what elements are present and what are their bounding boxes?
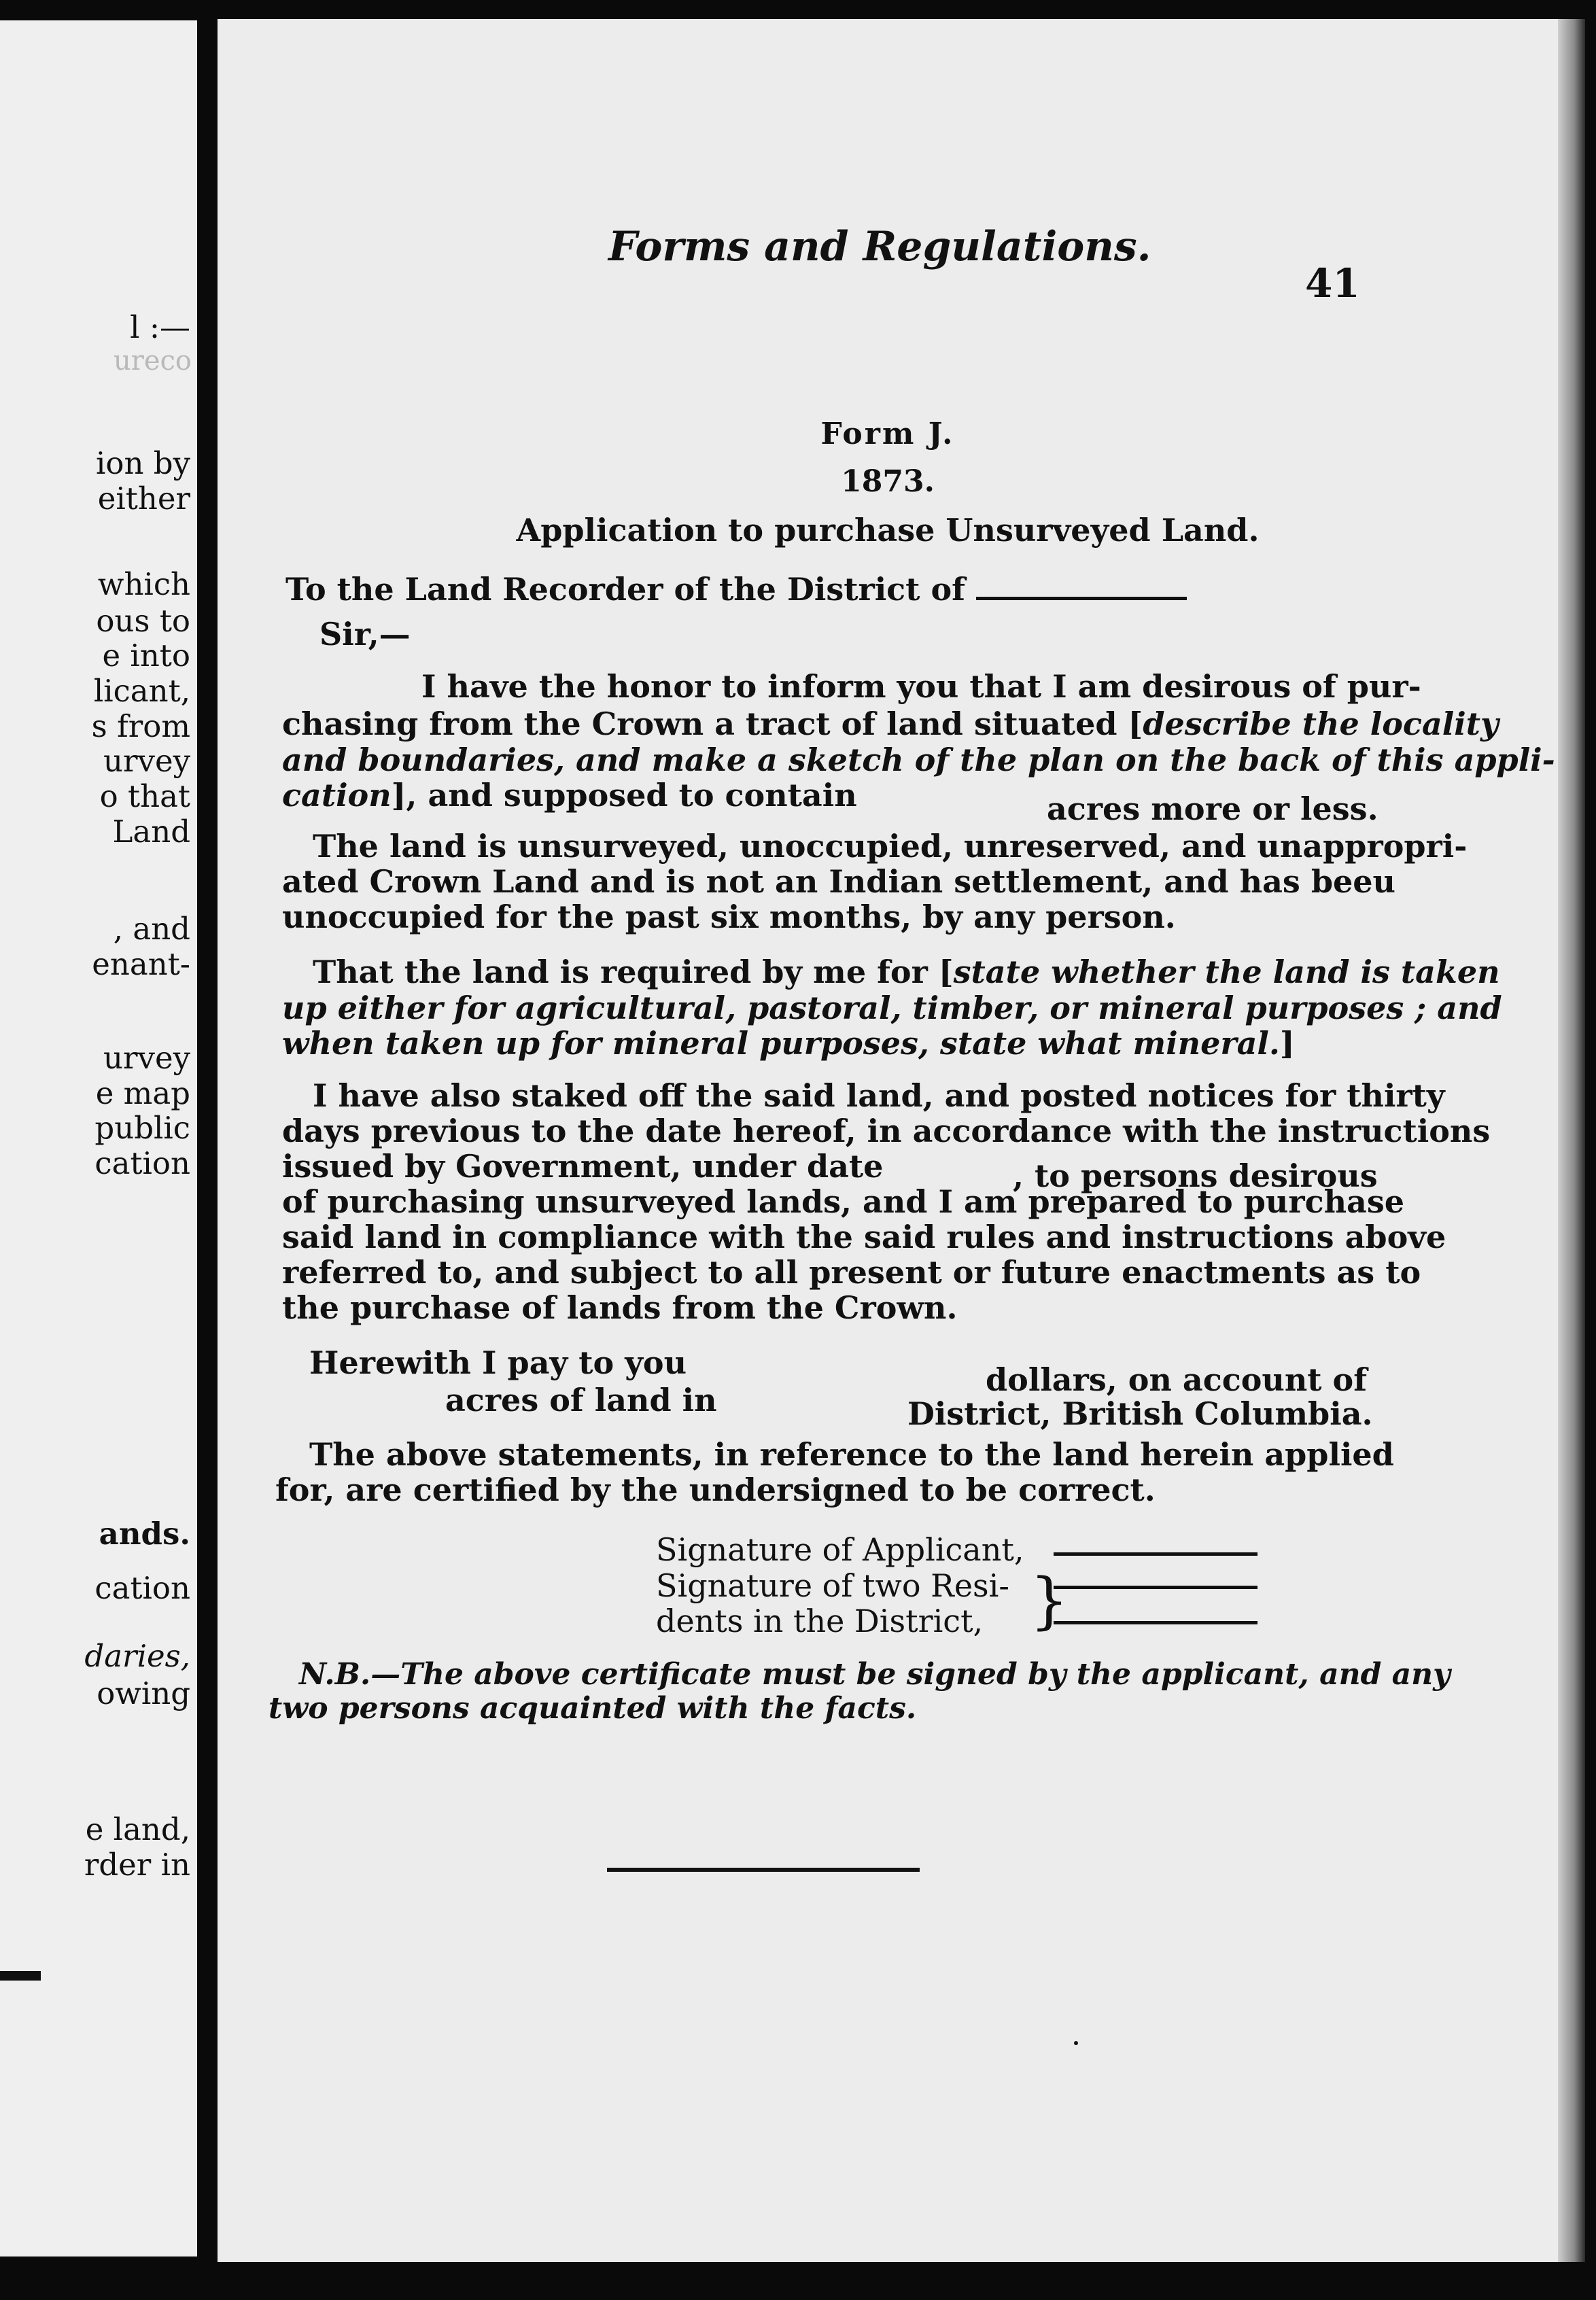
facing-line: ous to: [96, 603, 190, 639]
form-label: Form J.: [820, 417, 955, 451]
signature-applicant-label: Signature of Applicant,: [656, 1531, 1024, 1568]
p5-line: District, British Columbia.: [907, 1395, 1373, 1432]
facing-line: e land,: [85, 1811, 190, 1847]
p3-instruction: when taken up for mineral purposes, state what mineral.: [282, 1025, 1280, 1062]
facing-line: e into: [102, 638, 190, 674]
p1-line: [282, 705, 1499, 742]
facing-line: cation: [94, 1145, 190, 1181]
facing-line: urvey: [103, 1040, 190, 1076]
facing-line: public: [94, 1110, 190, 1146]
p5-line: Herewith I pay to you: [309, 1344, 687, 1381]
facing-line: urvey: [103, 743, 190, 779]
closing-rule: [607, 1868, 920, 1872]
p3-instruction-line: up either for agricultural, pastoral, timber, or mineral purposes ; and: [282, 990, 1502, 1026]
p4-line: the purchase of lands from the Crown.: [282, 1289, 958, 1326]
p3-text: ]: [1279, 1025, 1295, 1062]
p5-line: acres of land in: [445, 1382, 717, 1418]
facing-line: enant-: [92, 946, 190, 982]
facing-line: ion by: [96, 445, 190, 481]
p4-line: of purchasing unsurveyed lands, and I am prepared to purchase: [282, 1183, 1405, 1220]
signature-resident-line: [1054, 1621, 1257, 1624]
p6-line: for, are certified by the undersigned to be correct.: [275, 1471, 1156, 1508]
p4-line: referred to, and subject to all present or future enactments as to: [282, 1254, 1421, 1291]
salutation: Sir,—: [319, 616, 411, 652]
page-number: 41: [1305, 260, 1360, 307]
p4-line: said land in compliance with the said rules and instructions above: [282, 1219, 1446, 1255]
addressee: [285, 571, 1187, 608]
p1-line: [282, 777, 857, 814]
signature-residents-label: dents in the District,: [656, 1603, 984, 1639]
p3-instruction: state whether the land is taken: [953, 954, 1500, 990]
ink-mark: [0, 1971, 41, 1981]
district-blank: [976, 576, 1187, 600]
p1-line: I have the honor to inform you that I am desirous of pur-: [421, 668, 1421, 705]
p4-line: days previous to the date hereof, in accordance with the instructions: [282, 1113, 1491, 1149]
brace-glyph: }: [1030, 1565, 1069, 1637]
signature-applicant-line: [1054, 1552, 1257, 1556]
p1-text: ], and supposed to contain: [391, 777, 857, 814]
form-title: Application to purchase Unsurveyed Land.: [516, 512, 1260, 548]
facing-line: o that: [99, 778, 190, 814]
page: [218, 19, 1558, 2262]
facing-page: [0, 20, 197, 2257]
p1-text: chasing from the Crown a tract of land situated [: [282, 705, 1143, 742]
p1-instruction-line: and boundaries, and make a sketch of the plan on the back of this appli-: [282, 742, 1555, 778]
addressee-text: To the Land Recorder of the District of: [285, 571, 965, 608]
facing-line: owing: [97, 1675, 190, 1711]
book-gutter: [197, 0, 218, 2300]
facing-line: rder in: [84, 1847, 190, 1883]
facing-line: cation: [94, 1570, 190, 1606]
p2-line: unoccupied for the past six months, by any person.: [282, 899, 1176, 935]
facing-line: l :—: [130, 309, 190, 345]
facing-line: either: [97, 481, 190, 517]
facing-line: daries,: [84, 1638, 190, 1674]
bleed-through-text: ureco: [113, 345, 192, 377]
facing-line: which: [97, 566, 190, 602]
form-year: 1873.: [841, 464, 935, 499]
p6-line: The above statements, in reference to the land herein applied: [309, 1436, 1394, 1473]
facing-line: licant,: [93, 673, 190, 709]
p1-instruction: describe the locality: [1143, 705, 1499, 742]
p4-line: issued by Government, under date: [282, 1148, 884, 1185]
p1-instruction: cation: [282, 777, 392, 814]
p2-line: The land is unsurveyed, unoccupied, unreserved, and unappropri-: [313, 828, 1468, 865]
running-title: Forms and Regulations.: [608, 223, 1151, 271]
p2-line: ated Crown Land and is not an Indian settlement, and has beeu: [282, 863, 1395, 900]
p4-line: I have also staked off the said land, and posted notices for thirty: [313, 1077, 1445, 1114]
signature-resident-line: [1054, 1586, 1257, 1589]
p4-line: , to persons desirous: [1013, 1157, 1378, 1194]
facing-line: e map: [95, 1075, 190, 1111]
p3-text: That the land is required by me for [: [313, 954, 954, 990]
facing-line: Land: [112, 814, 190, 850]
ink-speck: [1074, 2041, 1078, 2045]
page-edge-shadow: [1558, 19, 1585, 2262]
p1-line: acres more or less.: [1047, 790, 1378, 827]
p5-line: dollars, on account of: [986, 1361, 1368, 1398]
facing-line: s from: [91, 708, 190, 744]
note-line: N.B.—The above certificate must be signed by the applicant, and any: [299, 1657, 1451, 1692]
facing-line: ands.: [99, 1516, 190, 1552]
p3-line: [313, 954, 1500, 990]
note-line: two persons acquainted with the facts.: [268, 1691, 917, 1726]
p3-line: [282, 1025, 1295, 1062]
signature-residents-label: Signature of two Resi-: [656, 1567, 1009, 1604]
facing-line: , and: [113, 911, 190, 947]
